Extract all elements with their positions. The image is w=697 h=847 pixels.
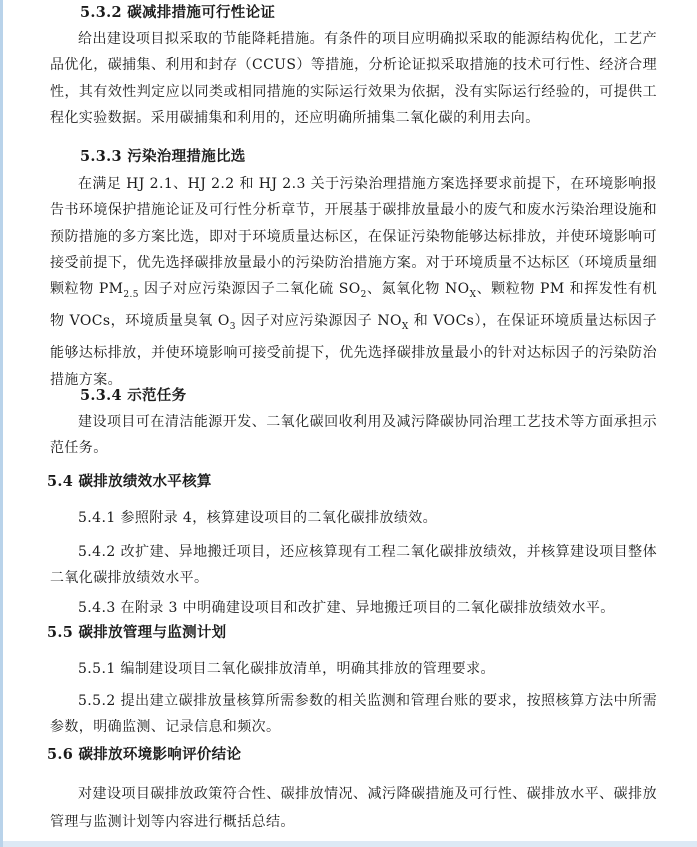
text-run: 、氮氧化物 NO bbox=[366, 281, 470, 298]
paragraph: 给出建设项目拟采取的节能降耗措施。有条件的项目应明确拟采取的能源结构优化，工艺产品优化，碳捕集、利用和封存（CCUS）等措施，分析论证拟采取措施的技术可行性、经济合理性，其有效性判定应以同类或相同措施的实际运行效果为依据，没有实际运行经验的，可提供工程化实验数据。采用碳捕集和利用的，还应明确所捕集二氧化碳的利用去向。 bbox=[50, 31, 657, 126]
section-5-4 bbox=[3, 471, 697, 621]
subscript: 3 bbox=[229, 322, 236, 333]
subscript: X bbox=[401, 322, 409, 333]
section-5-3-4 bbox=[3, 385, 697, 462]
section-heading: 5.3.3 污染治理措施比选 bbox=[80, 148, 246, 165]
list-item: 5.5.1 编制建设项目二氧化碳排放清单，明确其排放的管理要求。 bbox=[78, 661, 495, 677]
section-5-3-3 bbox=[3, 146, 697, 393]
section-heading: 5.4 碳排放绩效水平核算 bbox=[47, 473, 212, 490]
paragraph bbox=[3, 171, 697, 393]
section-5-6 bbox=[3, 744, 697, 836]
text-run: 和 VOCs），在保证环境质量达标因子能够达标排放，并使环境影响可接受前提下，优先选择碳排放量最小的针对达标因子的污染防治措施方案。 bbox=[50, 313, 658, 388]
text-run: 在满足 HJ 2.1、HJ 2.2 和 HJ 2.3 关于污染治理措施方案选择要求前提下，在环境影响报告书环境保护措施论证及可行性分析章节，开展基于碳排放量最小的废气和废水污染治理设施和预防措施的多方案比选，即对于环境质量达标区，在保证污染物能够达标排放，并使环境影响可接受前提下，优先选择碳排放量最小的污染防治措施方案。对于环境质量不达标区（环境质量细颗粒物 PM bbox=[50, 176, 657, 298]
list-item: 5.4.1 参照附录 4，核算建设项目的二氧化碳排放绩效。 bbox=[78, 510, 438, 526]
text-run: 因子对应污染源因子二氧化硫 SO bbox=[138, 281, 361, 298]
subscript: 2 bbox=[360, 289, 367, 300]
subscript: 2.5 bbox=[123, 289, 139, 300]
subscript: X bbox=[469, 289, 477, 300]
paragraph: 建设项目可在清洁能源开发、二氧化碳回收利用及减污降碳协同治理工艺技术等方面承担示范任务。 bbox=[50, 414, 657, 457]
text-run: 、颗粒物 PM 和挥发性有机物 VOCs，环境质量臭氧 O bbox=[50, 281, 657, 330]
section-5-5 bbox=[3, 622, 697, 740]
list-item: 5.4.2 改扩建、异地搬迁项目，还应核算现有工程二氧化碳排放绩效，并核算建设项目整体二氧化碳排放绩效水平。 bbox=[50, 544, 657, 586]
section-heading: 5.3.2 碳减排措施可行性论证 bbox=[80, 4, 276, 21]
list-item: 5.5.2 提出建立碳排放量核算所需参数的相关监测和管理台账的要求，按照核算方法中所需参数，明确监测、记录信息和频次。 bbox=[50, 693, 657, 735]
section-heading: 5.3.4 示范任务 bbox=[80, 387, 187, 404]
text-run: 因子对应污染源因子 NO bbox=[235, 313, 402, 330]
section-5-3-2 bbox=[3, 2, 697, 131]
list-item: 5.4.3 在附录 3 中明确建设项目和改扩建、异地搬迁项目的二氧化碳排放绩效水平。 bbox=[78, 600, 615, 616]
paragraph: 对建设项目碳排放政策符合性、碳排放情况、减污降碳措施及可行性、碳排放水平、碳排放管理与监测计划等内容进行概括总结。 bbox=[50, 786, 657, 830]
section-heading: 5.6 碳排放环境影响评价结论 bbox=[47, 746, 242, 763]
section-heading: 5.5 碳排放管理与监测计划 bbox=[47, 624, 227, 641]
